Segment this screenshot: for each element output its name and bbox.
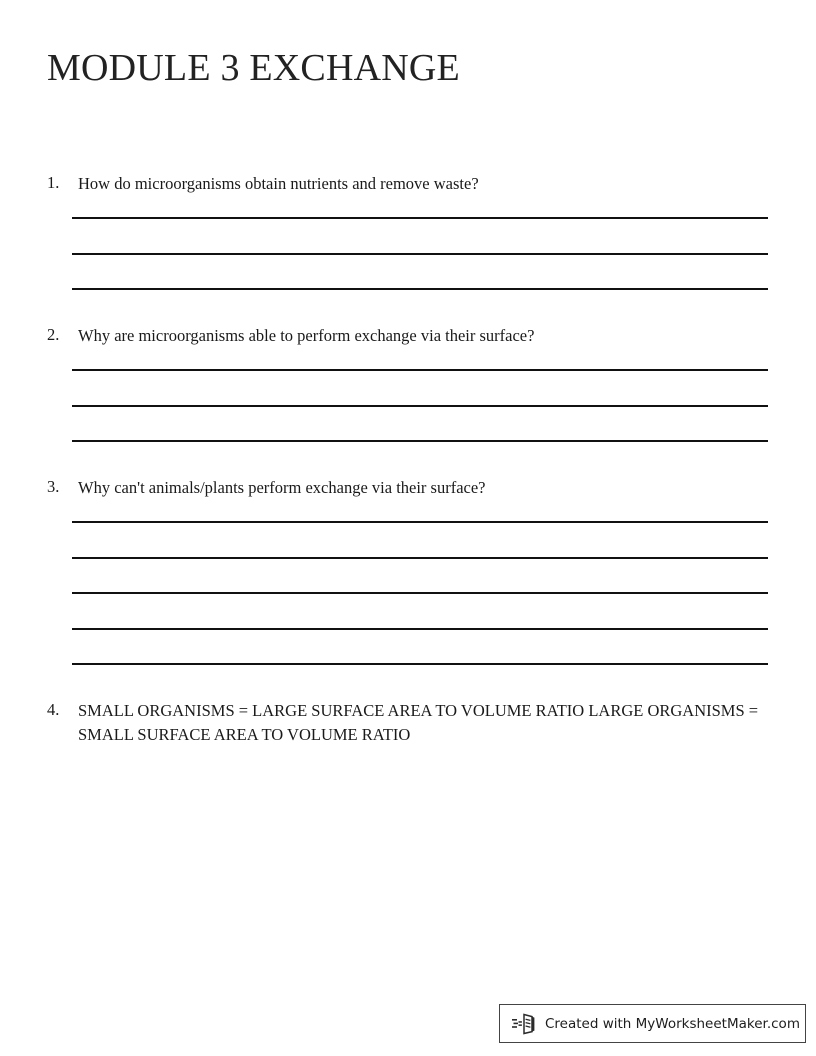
- question-number-2: 2.: [47, 325, 60, 344]
- question-row-1: [0, 172, 816, 196]
- question-block-1: [0, 172, 816, 290]
- answer-line[interactable]: [72, 557, 768, 559]
- answer-line[interactable]: [72, 253, 768, 255]
- footer-attribution-badge[interactable]: [499, 1004, 806, 1043]
- answer-lines-3: [0, 521, 816, 665]
- footer-attribution-text: Created with MyWorksheetMaker.com: [545, 1015, 800, 1032]
- question-text-3: Why can't animals/plants perform exchange via their surface?: [78, 478, 486, 497]
- question-number-3: 3.: [47, 477, 60, 496]
- question-block-3: [0, 476, 816, 665]
- answer-line[interactable]: [72, 521, 768, 523]
- section-spacer: [0, 665, 816, 699]
- myworksheetmaker-logo-icon: [512, 1013, 536, 1035]
- question-text-1: How do microorganisms obtain nutrients and remove waste?: [78, 174, 479, 193]
- answer-lines-1: [0, 217, 816, 290]
- answer-line[interactable]: [72, 592, 768, 594]
- answer-line[interactable]: [72, 440, 768, 442]
- section-spacer: [0, 442, 816, 476]
- question-row-2: [0, 324, 816, 348]
- question-text-4: SMALL ORGANISMS = LARGE SURFACE AREA TO VOLUME RATIO LARGE ORGANISMS = SMALL SURFACE AREA TO VOLUME RATIO: [78, 701, 759, 744]
- question-row-3: [0, 476, 816, 500]
- page-title: MODULE 3 EXCHANGE: [47, 47, 460, 89]
- question-list: [0, 172, 816, 747]
- answer-line[interactable]: [72, 405, 768, 407]
- answer-line[interactable]: [72, 217, 768, 219]
- section-spacer: [0, 290, 816, 324]
- answer-line[interactable]: [72, 663, 768, 665]
- answer-lines-2: [0, 369, 816, 442]
- question-block-4: [0, 699, 816, 747]
- question-number-1: 1.: [47, 173, 60, 192]
- answer-line[interactable]: [72, 369, 768, 371]
- answer-line[interactable]: [72, 628, 768, 630]
- question-row-4: [0, 699, 816, 747]
- answer-line[interactable]: [72, 288, 768, 290]
- question-number-4: 4.: [47, 700, 60, 719]
- question-text-2: Why are microorganisms able to perform exchange via their surface?: [78, 326, 535, 345]
- question-block-2: [0, 324, 816, 442]
